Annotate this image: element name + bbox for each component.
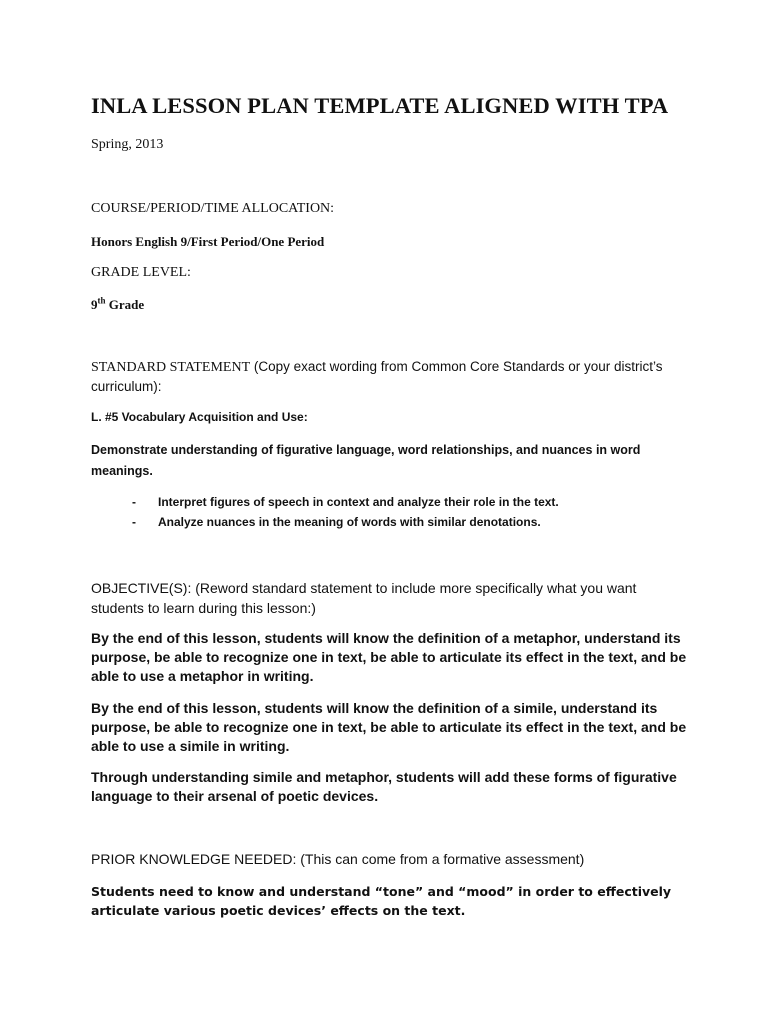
grade-number: 9 [91, 297, 98, 312]
objectives-label: OBJECTIVE(S): (Reword standard statement to include more specifically what you want students to learn during this lesson:) [91, 580, 637, 616]
objective-paragraph: Through understanding simile and metaphor, students will add these forms of figurative language to their arsenal of poetic devices. [91, 769, 677, 804]
prior-knowledge-text: Students need to know and understand “tone” and “mood” in order to effectively articulate various poetic devices’ effects on the text. [91, 884, 672, 918]
standard-note: (Copy exact wording from Common Core Standards or your district’s curriculum): [91, 359, 663, 394]
grade-value [91, 297, 144, 313]
grade-word: Grade [105, 297, 145, 312]
document-title: INLA LESSON PLAN TEMPLATE ALIGNED WITH TPA [91, 93, 669, 118]
list-item [132, 515, 559, 535]
course-value: Honors English 9/First Period/One Period [91, 234, 325, 249]
course-label: COURSE/PERIOD/TIME ALLOCATION: [91, 201, 335, 216]
grade-label: GRADE LEVEL: [91, 265, 191, 280]
bullet-marker: - [132, 515, 136, 529]
document-date: Spring, 2013 [91, 137, 164, 152]
list-item [132, 495, 559, 515]
prior-knowledge-label: PRIOR KNOWLEDGE NEEDED: (This can come from a formative assessment) [91, 851, 585, 867]
standard-code: L. #5 Vocabulary Acquisition and Use: [91, 410, 308, 424]
bullet-marker: - [132, 495, 136, 509]
standard-label [91, 357, 691, 397]
objective-paragraph: By the end of this lesson, students will know the definition of a simile, understand its purpose, be able to recognize one in text, be able to articulate its effect in the text, and be able to use a simile in writing. [91, 700, 687, 754]
standard-bullet-list [132, 495, 559, 535]
standard-description: Demonstrate understanding of figurative language, word relationships, and nuances in word meanings. [91, 443, 641, 478]
objective-paragraph: By the end of this lesson, students will know the definition of a metaphor, understand its purpose, be able to recognize one in text, be able to articulate its effect in the text, and be able to use a metaphor in writing. [91, 630, 687, 684]
grade-suffix: th [97, 295, 106, 306]
bullet-text: Analyze nuances in the meaning of words with similar denotations. [158, 515, 541, 529]
bullet-text: Interpret figures of speech in context and analyze their role in the text. [158, 495, 559, 509]
standard-label-text: STANDARD STATEMENT [91, 360, 251, 375]
